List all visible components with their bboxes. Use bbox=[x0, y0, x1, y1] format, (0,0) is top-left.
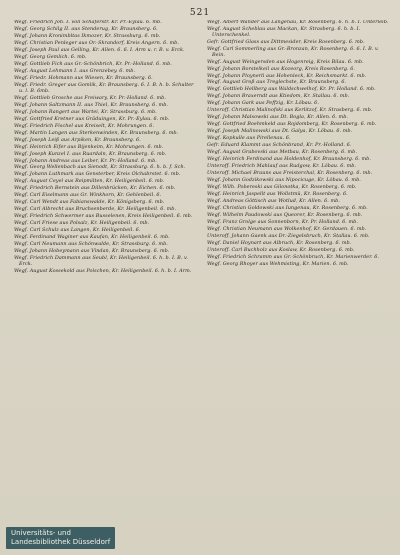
watermark-line-2: Landesbibliothek Düsseldorf bbox=[11, 538, 111, 546]
list-entry: Wegf. Joseph Kunzel I. aus Ruardaln, Kr. Braunsberg. 6. mb. bbox=[14, 150, 167, 157]
list-entry: Wegf. August Lehmann I. aus Grenzebey. 6. mb. bbox=[14, 67, 136, 74]
list-entry: Wegf. Albert Wander aus Langenau, Kr. Rosenberg. 6. h. b. I. Unterleib. bbox=[207, 20, 389, 25]
list-entry: Wegf. Gottlieb Grosche aus Freiwary, Kr. Pr.-Holland. 6. mb. bbox=[14, 94, 166, 101]
list-entry: Wegf. Johann Braxerndt aus Ktiedom, Kr. Stallau. 6. mb. bbox=[207, 93, 350, 100]
list-entry: Wegf. Gottfried Kretner aus Gräduingen, Kr. Pr.-Eylau. 6. mb. bbox=[14, 115, 170, 122]
list-entry: Unteroff. Johann Gaenk aus Dr.-Ziegelsbruch, Kr. Stallau. 6. mb. bbox=[207, 233, 370, 240]
column-right bbox=[207, 20, 390, 521]
watermark-line-1: Universitäts- und bbox=[11, 529, 71, 537]
list-entry: Wegf. August Scheblau aus Mackan, Kr. Strasberg. 6. h. b. I. Unterschenkel. bbox=[207, 25, 361, 38]
list-entry: Wegf. Martin Langen aus Sterkenwinden, Kr. Braunsberg. 6. mb. bbox=[14, 129, 179, 136]
list-entry: Wegf. Johann Rangert aus Wartei, Kr. Strassburg. 6. mb. bbox=[14, 108, 157, 115]
list-entry: Wegf. Friedr. Greger aus Gomlik, Kr. Braunsberg. 6. I. B. h. b. Schulter u. l. B. 6mb. bbox=[14, 81, 194, 94]
list-entry: Unteroff. Carl Buchholz aus Koslaw, Kr. Rosenberg. 6. mb. bbox=[207, 247, 355, 254]
list-entry: Wegf. Kopkulle aus Pirellenau. 6. bbox=[207, 135, 291, 142]
list-entry: Wegf. Carl Neumann aus Schönwalde, Kr. Strassburg. 6. mb. bbox=[14, 241, 168, 248]
list-entry: Wegf. Joseph Leiß aus Arpiken, Kr. Braunsberg. 6. bbox=[14, 136, 141, 143]
list-entry: Wegf. Georg Schilg II. aus Stenderug, Kr. Braunsberg. 6. bbox=[14, 25, 158, 32]
list-entry: Wegf. Joseph Paul aus Gelling, Kr. Allen. 6. 6. I. Arm u. r. B. v. Erck. bbox=[14, 46, 185, 53]
list-entry: Wegf. Ferdinand Waginer aus Kaufan, Kr. Heiligenbeil. 6. mb. bbox=[14, 234, 170, 241]
list-entry: Gefr. Eduard Klammt aus Schönbrand, Kr. Pr.-Holland. 6. bbox=[207, 142, 352, 149]
list-entry: Wegf. August Kossekold aus Polschen, Kr. Heiligenbeil. 6. h. b. I. Arm. bbox=[14, 268, 192, 275]
library-watermark bbox=[6, 527, 115, 549]
list-entry: Wegf. Georg Gemlich. 6. mb. bbox=[14, 53, 87, 60]
list-entry: Wegf. Friedrich Fischel aus Kreiselt, Kr. Mohrungen. 6. bbox=[14, 122, 155, 129]
list-entry: Wegf. Johann Hobeymann aus Vindan, Kr. Braunsberg. 6. mb. bbox=[14, 248, 170, 255]
list-entry: Wegf. Johann Ploynerli aus Hohenleck, Kr. Reichsmarkt. 6. mb. bbox=[207, 72, 367, 79]
list-entry: Wegf. Christian Neumann aus Wolkenhof, Kr. Gerdauen. 6. mb. bbox=[207, 226, 367, 233]
list-entry: Wegf. Andreas Göttisch aus Wotlud, Kr. Allen. 6. mb. bbox=[207, 198, 340, 205]
list-entry: Wegf. Christian Penleger aus Or.-Skrandorf, Kreis Angern. 6. mb. bbox=[14, 39, 179, 46]
list-entry: Gefr. Gottfried Glass aus Dittmesider, Kreis Rosenberg. 6. mb. bbox=[207, 38, 365, 45]
list-entry: Wegf. Friedrich Joh. I. voll Schäferstr. Kr. Pr.-Eylau. 6. mb. bbox=[14, 20, 162, 25]
list-entry: Wegf. Heinrich Eifer aus Bijenkeim, Kr. Mohrungen. 6. mb. bbox=[14, 143, 164, 150]
list-entry: Wegf. Friedrich Dammann aus Seubl, Kr. Heiligenbeil. 6. h. b. I. B. v. Erck. bbox=[14, 255, 188, 268]
list-entry: Wegf. Friedrich Schwermer aus Busselenen, Kreis Heiligenbeil. 6. mb. bbox=[14, 213, 193, 220]
list-entry: Wegf. Gottlieb Hellberg aus Waldschwelhof, Kr. Pr. Holland. 6. mb. bbox=[207, 86, 376, 93]
list-entry: Wegf. Johann Gark aus Peffzig, Kr. Löbau. 6. bbox=[207, 100, 319, 107]
list-entry: Wegf. Christian Goldowski aus Iungenau, Kr. Rosenberg. 6. mb. bbox=[207, 205, 368, 212]
list-entry: Wegf. Wilhelm Paudowski aus Queorer, Kr. Rosenberg. 6. mb. bbox=[207, 212, 363, 219]
list-entry: Wegf. Johann Luthmark aus Gensterber, Kreis Olchabrstet. 6. mb. bbox=[14, 171, 181, 178]
list-entry: Wegf. Johann Andreas aus Leiber, Kr. Pr.-Holland. 6. mb. bbox=[14, 157, 157, 164]
list-entry: Wegf. Heinrich Jaspellt aus Wollstmü, Kr. Rosenberg. 6. bbox=[207, 191, 348, 198]
list-entry: Wegf. Carl Sommerling aus Gr.-Bronzan, Kr. Rosenberg. 6. 6. I. B. v. Bein. bbox=[207, 45, 379, 58]
page-number: 521 bbox=[189, 8, 211, 18]
columns bbox=[14, 20, 390, 521]
column-left bbox=[14, 20, 197, 521]
list-entry: Wegf. Franz Grolge aus Sonnenborn, Kr. Pr. Holland. 6. mb. bbox=[207, 219, 358, 226]
list-entry: Wegf. August Ceyel aus Reipmilten, Kr. Heiligenbeil. 6. mb. bbox=[14, 178, 165, 185]
list-entry: Wegf. Friedrich Schramm aus Gr.-Schönbruch, Kr. Marienwerder. 6. bbox=[207, 254, 380, 261]
list-entry: Wegf. Johann Malsowski aus Dt. Bogla, Kr. Allen. 6. mb. bbox=[207, 114, 348, 121]
list-entry: Wegf. Carl Schulz aus Langen, Kr. Heiligenbeil. 6. bbox=[14, 227, 141, 234]
list-entry: Wegf. August Groß aus Treglechste, Kr. Braunsberg. 6. bbox=[207, 79, 347, 86]
list-entry: Wegf. Carl Albrecht aus Bruchsenberde, Kr. Heiligenbeil. 6. mb. bbox=[14, 206, 177, 213]
list-entry: Wegf. Johann Saltzmann II. aus Thiel, Kr. Braunsberg. 6. mb. bbox=[14, 101, 169, 108]
list-entry: Wegf. Carl Friese aus Polsalz, Kr. Heiligenbeil. 6. mb. bbox=[14, 220, 150, 227]
list-entry: Wegf. Heinrich Ferdinand aus Holdenhof, Kr. Braunsberg. 6. mb. bbox=[207, 156, 371, 163]
list-entry: Wegf. Carl Wendt aus Fabianswalde, Kr. Königsberg. 6. mb. bbox=[14, 199, 165, 206]
list-entry: Wegf. Johann Borstelkeil aus Kozeorg, Kreis Rosenberg. 6. bbox=[207, 65, 355, 72]
list-entry: Wegf. Johann Kronimbltas Ikmozer, Kr. Strassburg. 6. mb. bbox=[14, 32, 161, 39]
list-entry: Wegf. Georg Wellenbach aus Sienodt, Kr. Strassburg. 6. h. b. f. Sch. bbox=[14, 164, 186, 171]
list-entry: Wegf. Wilh. Pobereski aus Gilonotka, Kr. Rosenberg. 6. mb. bbox=[207, 184, 357, 191]
list-entry: Unteroff. Christian Malinofski aus Kerlitzof, Kr. Strasberg. 6. mb. bbox=[207, 107, 373, 114]
list-entry: Unteroff. Michael Brauns aus Freisterchal, Kr. Rosenberg. 6. mb. bbox=[207, 170, 373, 177]
list-entry: Wegf. Gottlieb Fich aus Gr.-Schönbrich, Kr. Pr.-Holland. 6. mb. bbox=[14, 60, 172, 67]
list-entry: Wegf. Gottfried Boehmkeld aus Rojdomberg, Kr. Rosenberg. 6. mb. bbox=[207, 121, 377, 128]
list-entry: Wegf. Carl Eiselmann aus Gr. Winkhorn, Kr. Gehlenbeil. 6. bbox=[14, 192, 162, 199]
list-entry: Wegf. Friedrich Bernstein aus Dillenbrücken, Kr. Eichen. 6. mb. bbox=[14, 185, 176, 192]
list-entry: Wegf. Johann Godzikowski aus Nipocicuge, Kr. Löbau. 6. mb. bbox=[207, 177, 361, 184]
list-entry: Wegf. Daniel Hoynart aus Albruch, Kr. Rosenberg. 6. mb. bbox=[207, 240, 352, 247]
list-entry: Wegf. Joseph Malinowski aus Dt. Galya, Kr. Löbau. 6. mb. bbox=[207, 128, 353, 135]
list-entry: Wegf. August Grabovski aus Metbau, Kr. Rosenberg. 6. mb. bbox=[207, 149, 357, 156]
list-entry: Wegf. Friedr. Hohmann aus Wiesen, Kr. Braunsberg. 6. bbox=[14, 74, 153, 81]
list-entry: Wegf. August Weingersden aus Hogenreig, Kreis Bilau. 6. mb. bbox=[207, 58, 364, 65]
list-entry: Unteroff. Friedrich Mahlauf aus Rudgow, Kr. Löbau. 6. mb. bbox=[207, 163, 357, 170]
list-entry: Wegf. Georg Rhoyer aus Wehmisting, Kr. Marien. 6. mb. bbox=[207, 261, 349, 268]
